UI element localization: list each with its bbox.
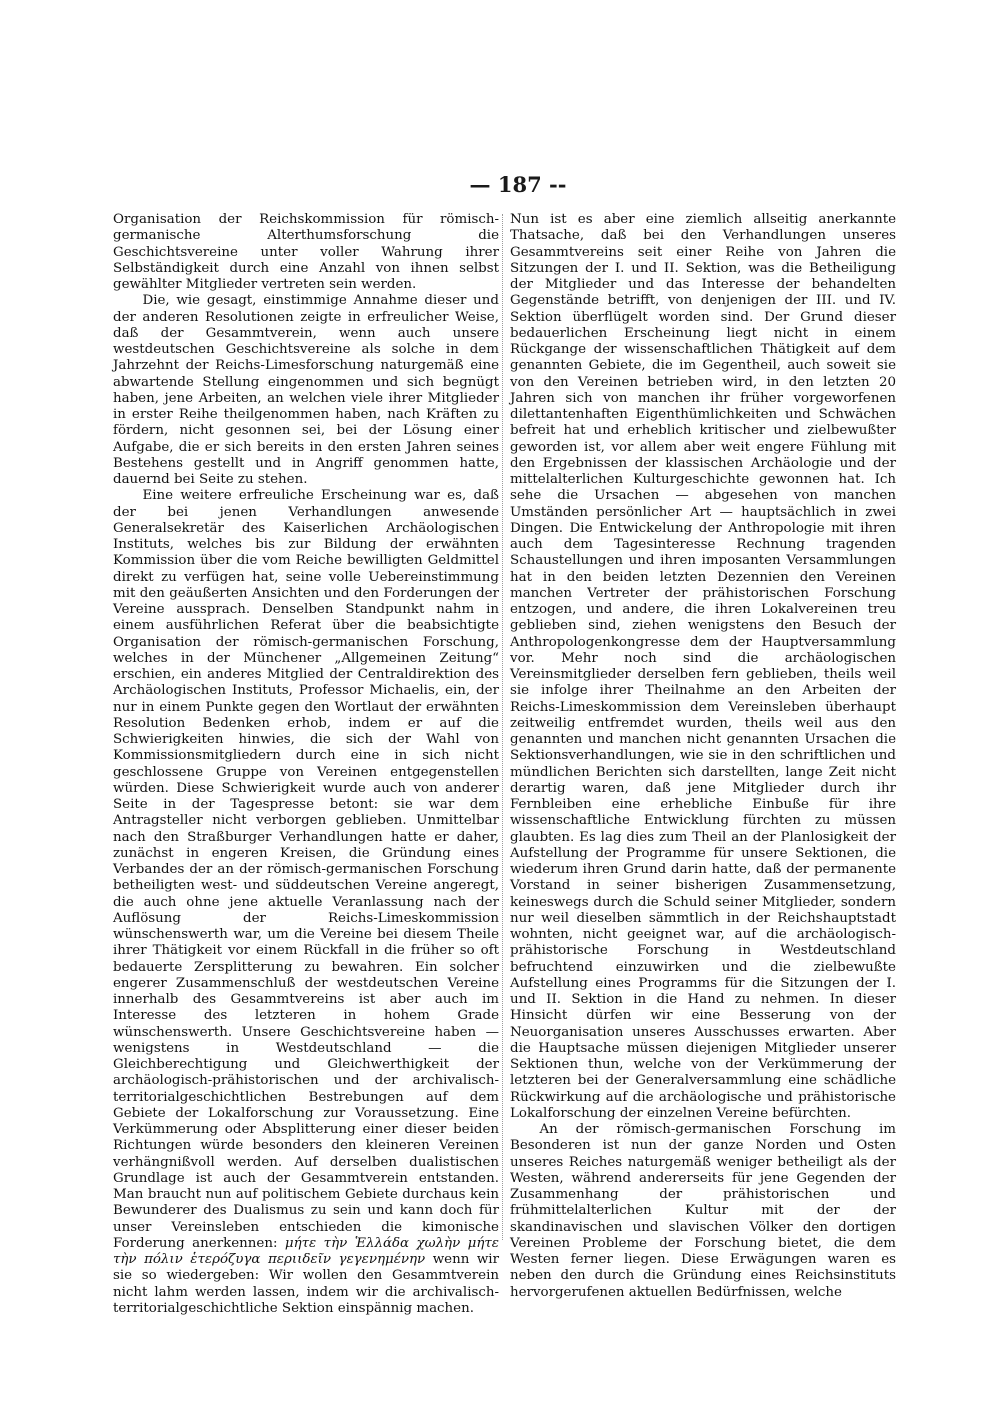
paragraph: Die, wie gesagt, einstimmige Annahme dieser und der anderen Resolutionen zeigte in erfreulicher Weise, daß der Gesammtverein, wenn auch unsere westdeutschen Geschichtsvereine als solche in dem Jahrzehnt der Reichs-Limesforschung naturgemäß eine abwartende Stellung eingenommen und sich begnügt haben, jene Arbeiten, an welchen viele ihrer Mitglieder in erster Reihe theilgenommen haben, nach Kräften zu fördern, nicht gesonnen sei, bei der Lösung einer Aufgabe, die er sich bereits in den ersten Jahren seines Bestehens gestellt und in Angriff genommen hatte, dauernd bei Seite zu stehen. [113, 293, 499, 487]
paragraph: Organisation der Reichskommission für römisch-germanische Alterthumsforschung die Geschichtsvereine unter voller Wahrung ihrer Selbständigkeit durch eine Anzahl von ihnen selbst gewählter Mitglieder vertreten sein werden. [113, 212, 499, 292]
right-column [510, 212, 896, 1301]
paragraph [113, 488, 499, 1317]
paragraph-text: wenn wir sie so wiedergeben: Wir wollen den Gesammtverein nicht lahm werden lassen, indem wir die archivalisch-territorialgeschichtliche Sektion einspännig machen. [113, 1252, 499, 1316]
paragraph: An der römisch-germanischen Forschung im Besonderen ist nun der ganze Norden und Osten unseres Reiches naturgemäß weniger betheiligt als der Westen, während andererseits für jene Gegenden der Zusammenhang der prähistorischen und frühmittelalterlichen Kultur mit der der skandinavischen und slavischen Völker den dortigen Vereinen Probleme der Forschung bietet, die dem Westen ferner liegen. Diese Erwägungen waren es neben den durch die Gründung eines Reichsinstituts hervorgerufenen aktuellen Bedürfnissen, welche [510, 1122, 896, 1300]
paragraph: Nun ist es aber eine ziemlich allseitig anerkannte Thatsache, daß bei den Verhandlungen unseres Gesammtvereins seit einer Reihe von Jahren die Sitzungen der I. und II. Sektion, was die Betheiligung der Mitglieder und das Interesse der behandelten Gegenstände betrifft, von denjenigen der III. und IV. Sektion überflügelt worden sind. Der Grund dieser bedauerlichen Erscheinung liegt nicht in einem Rückgange der wissenschaftlichen Thätigkeit auf dem genannten Gebiete, die im Gegentheil, auch soweit sie von den Vereinen betrieben wird, in den letzten 20 Jahren sich von manchen ihr früher vorgeworfenen dilettantenhaften Eigenthümlichkeiten und Schwächen befreit hat und erheblich kritischer und zielbewußter geworden ist, vor allem aber weit engere Fühlung mit den Ergebnissen der klassischen Archäologie und der mittelalterlichen Kulturgeschichte gewonnen hat. Ich sehe die Ursachen — abgesehen von manchen Umständen persönlicher Art — hauptsächlich in zwei Dingen. Die Entwickelung der Anthropologie mit ihren auch dem Tagesinteresse Rechnung tragenden Schaustellungen und ihren imposanten Versammlungen hat in den beiden letzten Dezennien den Vereinen manchen Vertreter der prähistorischen Forschung entzogen, und andere, die ihren Lokalvereinen treu geblieben sind, ziehen wenigstens den Besuch der Anthropologenkongresse dem der Hauptversammlung vor. Mehr noch sind die archäologischen Vereinsmitglieder derselben fern geblieben, theils weil sie infolge ihrer Theilnahme an den Arbeiten der Reichs-Limeskommission dem Vereinsleben überhaupt zeitweilig entfremdet wurden, theils weil aus den genannten und manchen nicht genannten Ursachen die Sektionsverhandlungen, wie sie in den schriftlichen und mündlichen Berichten sich darstellten, lange Zeit nicht derartig waren, daß jene Mitglieder durch ihr Fernbleiben eine erhebliche Einbuße für ihre wissenschaftliche Entwicklung fürchten zu müssen glaubten. Es lag dies zum Theil an der Planlosigkeit der Aufstellung der Programme für unsere Sektionen, die wiederum ihren Grund darin hatte, daß der permanente Vorstand in seiner bisherigen Zusammensetzung, keineswegs durch die Schuld seiner Mitglieder, sondern nur weil dieselben sämmtlich in der Reichshauptstadt wohnten, nicht geeignet war, auf die archäologisch-prähistorische Forschung in Westdeutschland befruchtend einzuwirken und die zielbewußte Aufstellung eines Programms für die Sitzungen der I. und II. Sektion in die Hand zu nehmen. In dieser Hinsicht dürfen wir eine Besserung von der Neuorganisation unseres Ausschusses erwarten. Aber die Hauptsache müssen diejenigen Mitglieder unserer Sektionen thun, welche von der Verkümmerung der letzteren bei der Generalversammlung eine schädliche Rückwirkung auf die archäologische und prähistorische Lokalforschung der einzelnen Vereine befürchten. [510, 212, 896, 1121]
left-column [113, 212, 499, 1317]
paragraph-text: Eine weitere erfreuliche Erscheinung war es, daß der bei jenen Verhandlungen anwesende Generalsekretär des Kaiserlichen Archäologischen Instituts, welches bis zur Bildung der erwähnten Kommission über die vom Reiche bewilligten Geldmittel direkt zu verfügen hat, seine volle Uebereinstimmung mit den geäußerten Ansichten und den Forderungen der Vereine aussprach. Denselben Standpunkt nahm in einem ausführlichen Referat über die beabsichtigte Organisation der römisch-germanischen Forschung, welches in der Münchener „Allgemeinen Zeitung“ erschien, ein anderes Mitglied der Centraldirektion des Archäologischen Instituts, Professor Michaelis, ein, der nur in einem Punkte gegen den Wortlaut der erwähnten Resolution Bedenken erhob, indem er auf die Schwierigkeiten hinwies, die sich der Wahl von Kommissionsmitgliedern durch eine in sich nicht geschlossene Gruppe von Vereinen entgegenstellen würden. Diese Schwierigkeit wurde auch von anderer Seite in der Tagespresse betont: sie war dem Antragsteller nicht verborgen geblieben. Unmittelbar nach den Straßburger Verhandlungen hatte er daher, zunächst in engeren Kreisen, die Gründung eines Verbandes der an der römisch-germanischen Forschung betheiligten west- und süddeutschen Vereine angeregt, die auch ohne jene aktuelle Veranlassung nach der Auflösung der Reichs-Limeskommission wünschenswerth war, um die Vereine bei diesem Theile ihrer Thätigkeit vor einem Rückfall in die früher so oft bedauerte Zersplitterung zu bewahren. Ein solcher engerer Zusammenschluß der westdeutschen Vereine innerhalb des Gesammtvereins ist aber auch im Interesse des letzteren in hohem Grade wünschenswerth. Unsere Geschichtsvereine haben — wenigstens in Westdeutschland — die Gleichberechtigung und Gleichwerthigkeit der archäologisch-prähistorischen und der archivalisch-territorialgeschichtlichen Bestrebungen auf dem Gebiete der Lokalforschung zur Voraussetzung. Eine Verkümmerung oder Absplitterung einer dieser beiden Richtungen würde besonders den kleineren Vereinen verhängnißvoll werden. Auf derselben dualistischen Grundlage ist auch der Gesammtverein entstanden. Man braucht nun auf politischem Gebiete durchaus kein Bewunderer des Dualismus zu sein und kann doch für unser Vereinsleben entschieden die kimonische Forderung anerkennen: [113, 488, 499, 1251]
column-divider [502, 214, 503, 1240]
page-number: — 187 -- [469, 172, 567, 197]
greek-quotation: μήτε τὴν Ἑλλάδα χωλὴν μήτε τὴν πόλιν ἑτερόζυγα περιιδεῖν γεγενημένην [113, 1235, 499, 1267]
